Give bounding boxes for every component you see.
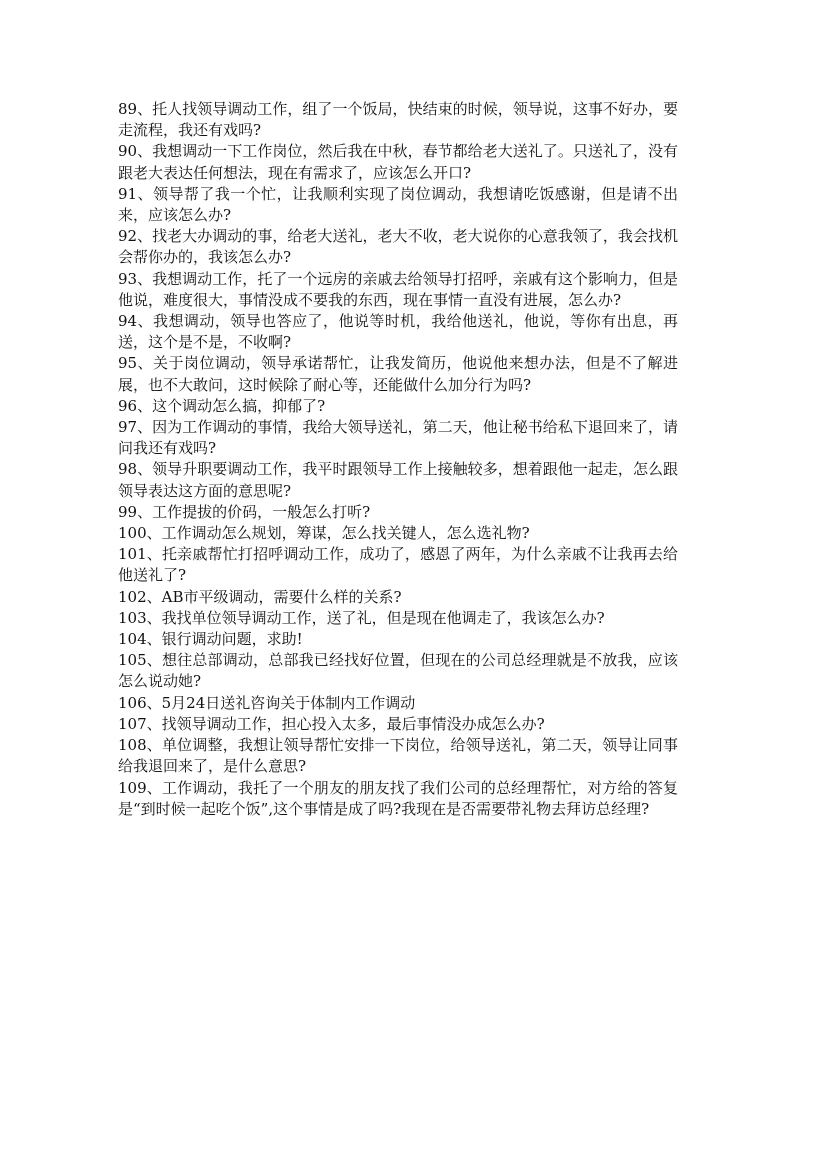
question-item-99: 99、工作提拔的价码，一般怎么打听?	[118, 502, 371, 521]
question-item-94: 94、我想调动，领导也答应了，他说等时机，我给他送礼，他说，等你有出息，再送，这个是不是，不收啊?	[118, 312, 678, 352]
question-item-91: 91、领导帮了我一个忙，让我顺利实现了岗位调动，我想请吃饭感谢，但是请不出来，应该怎么办?	[118, 184, 678, 225]
question-item-98: 98、领导升职要调动工作，我平时跟领导工作上接触较多，想着跟他一起走，怎么跟领导表达这方面的意思呢?	[118, 460, 678, 500]
question-item-92: 92、找老大办调动的事，给老大送礼，老大不收，老大说你的心意我领了，我会找机会帮你办的，我该怎么办?	[118, 227, 678, 267]
question-item-104: 104、银行调动问题，求助!	[118, 630, 303, 649]
question-item-97: 97、因为工作调动的事情，我给大领导送礼，第二天，他让秘书给私下退回来了，请问我还有戏吗?	[118, 418, 678, 458]
question-item-89: 89、托人找领导调动工作，组了一个饭局，快结束的时候，领导说，这事不好办，要走流程，我还有戏吗?	[118, 100, 678, 140]
question-item-101: 101、托亲戚帮忙打招呼调动工作，成功了，感恩了两年，为什么亲戚不让我再去给他送礼了?	[118, 545, 678, 585]
question-item-100: 100、工作调动怎么规划，筹谋，怎么找关键人，怎么选礼物?	[118, 524, 530, 543]
question-item-102: 102、AB市平级调动，需要什么样的关系?	[118, 587, 402, 606]
question-item-105: 105、想往总部调动，总部我已经找好位置，但现在的公司总经理就是不放我，应该怎么说动她?	[118, 651, 678, 691]
question-item-108: 108、单位调整，我想让领导帮忙安排一下岗位，给领导送礼，第二天，领导让同事给我退回来了，是什么意思?	[118, 736, 678, 776]
question-item-96: 96、这个调动怎么搞，抑郁了?	[118, 396, 326, 415]
question-item-109: 109、工作调动，我托了一个朋友的朋友找了我们公司的总经理帮忙，对方给的答复是“到时候一起吃个饭”,这个事情是成了吗?我现在是否需要带礼物去拜访总经理?	[118, 778, 678, 818]
question-list	[118, 99, 678, 820]
question-item-93: 93、我想调动工作，托了一个远房的亲戚去给领导打招呼，亲戚有这个影响力，但是他说，难度很大，事情没成不要我的东西，现在事情一直没有进展，怎么办?	[118, 269, 678, 309]
question-item-95: 95、关于岗位调动，领导承诺帮忙，让我发简历，他说他来想办法，但是不了解进展，也不大敢问，这时候除了耐心等，还能做什么加分行为吗?	[118, 354, 678, 394]
question-item-103: 103、我找单位领导调动工作，送了礼，但是现在他调走了，我该怎么办?	[118, 608, 605, 627]
question-item-107: 107、找领导调动工作，担心投入太多，最后事情没办成怎么办?	[118, 714, 545, 733]
question-item-106: 106、5月24日送礼咨询关于体制内工作调动	[118, 693, 416, 712]
question-item-90: 90、我想调动一下工作岗位，然后我在中秋，春节都给老大送礼了。只送礼了，没有跟老大表达任何想法，现在有需求了，应该怎么开口?	[118, 142, 678, 182]
